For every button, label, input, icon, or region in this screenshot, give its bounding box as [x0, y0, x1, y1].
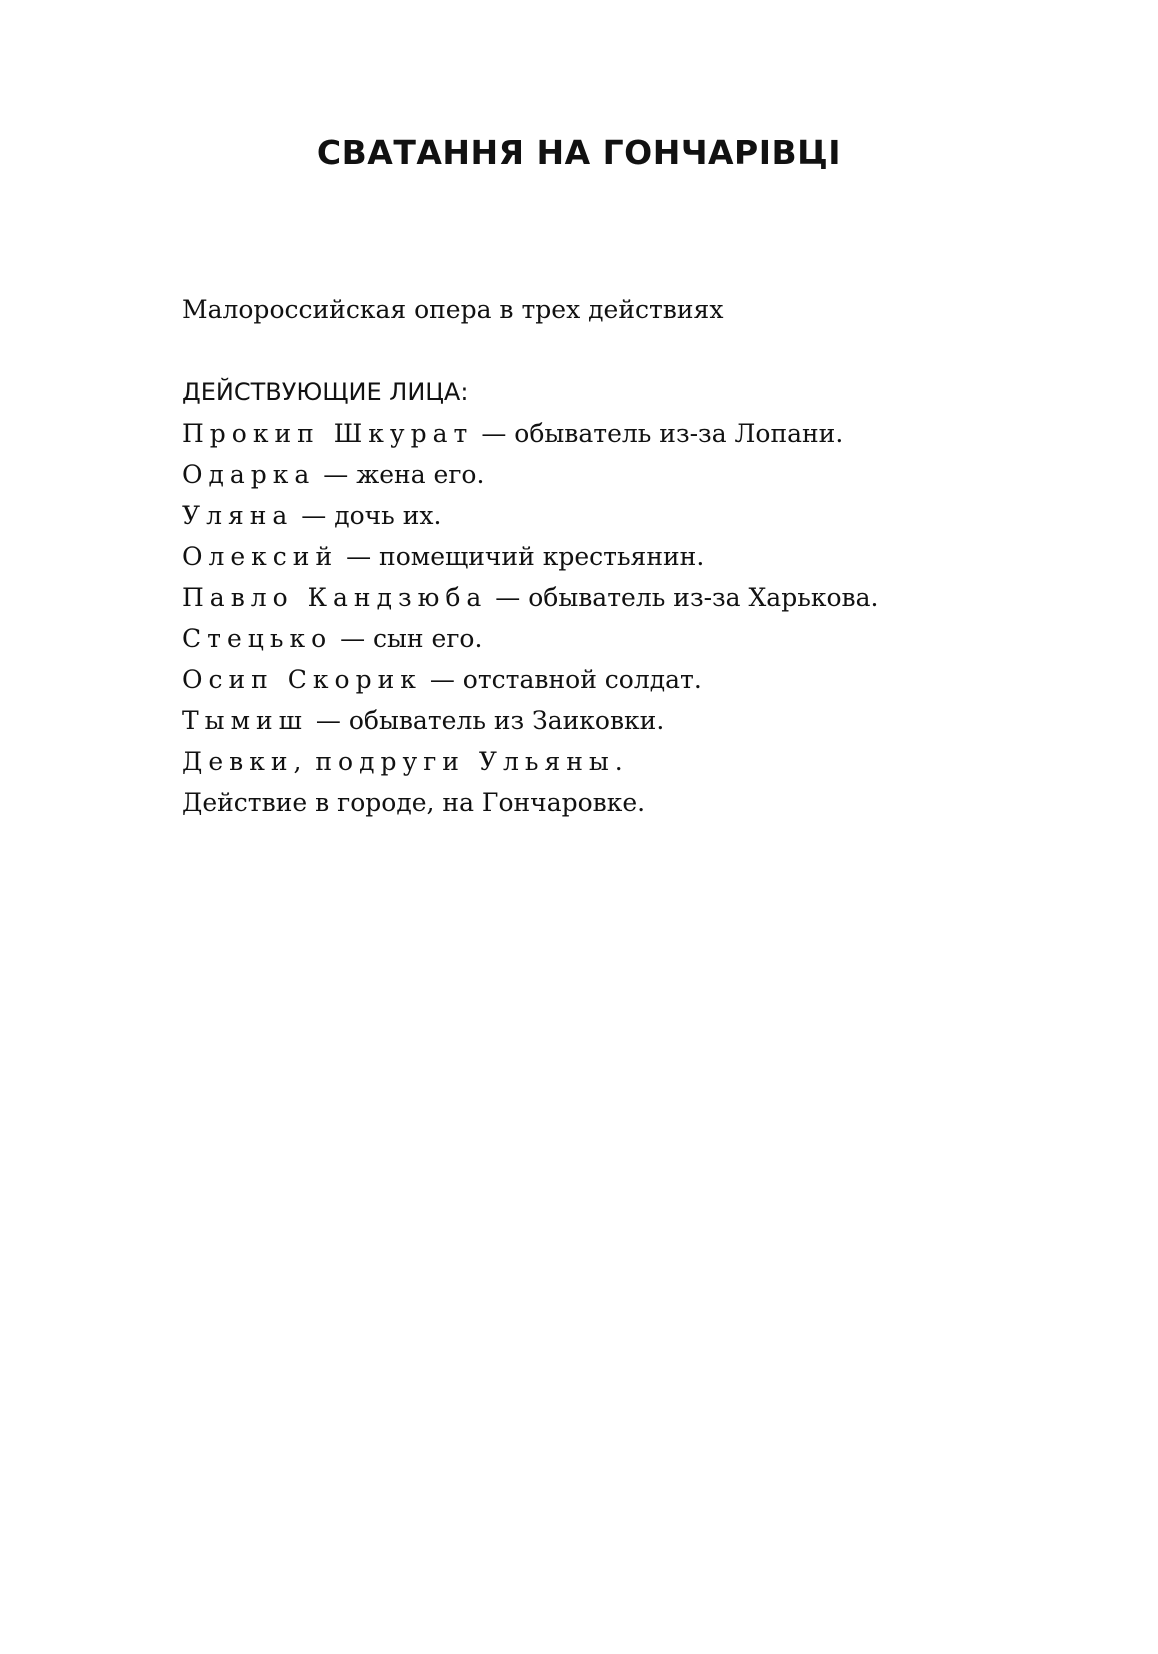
cast-entry-name: Стецько [182, 624, 333, 653]
cast-entry-dash: — [315, 706, 341, 735]
cast-heading: ДЕЙСТВУЮЩИЕ ЛИЦА: [182, 378, 469, 406]
cast-entry [182, 577, 878, 618]
cast-entry [182, 659, 878, 700]
cast-entry-name: Тымиш [182, 706, 308, 735]
cast-entry-name: Павло Кандзюба [182, 583, 488, 612]
document-title: СВАТАННЯ НА ГОНЧАРІВЦІ [316, 133, 842, 172]
cast-entry-description: дочь их. [334, 501, 442, 530]
cast-entry-dash: — [323, 460, 349, 489]
cast-entry-description: помещичий крестьянин. [379, 542, 705, 571]
cast-entry-dash: — [495, 583, 521, 612]
cast-entry-description: жена его. [356, 460, 485, 489]
cast-entry-description: отставной солдат. [462, 665, 702, 694]
girls-label: Девки, [182, 747, 308, 776]
girls-description: подруги Ульяны. [315, 747, 629, 776]
setting-line: Действие в городе, на Гончаровке. [182, 788, 646, 817]
cast-list [182, 372, 878, 823]
cast-entry-description: обыватель из-за Лопани. [514, 419, 844, 448]
cast-entry-dash: — [429, 665, 455, 694]
girls-line [182, 741, 878, 782]
cast-entry-name: Осип Скорик [182, 665, 422, 694]
cast-entry [182, 700, 878, 741]
cast-entry [182, 454, 878, 495]
cast-entry-dash: — [301, 501, 327, 530]
document-subtitle: Малороссийская опера в трех действиях [182, 295, 724, 324]
cast-entry [182, 413, 878, 454]
cast-entry-name: Уляна [182, 501, 294, 530]
cast-entry [182, 618, 878, 659]
cast-entry-name: Прокип Шкурат [182, 419, 474, 448]
cast-entry [182, 495, 878, 536]
cast-entry-name: Олексий [182, 542, 339, 571]
cast-entry-description: сын его. [373, 624, 483, 653]
cast-entry [182, 536, 878, 577]
cast-entry-dash: — [346, 542, 372, 571]
cast-entry-dash: — [340, 624, 366, 653]
cast-entry-description: обыватель из-за Харькова. [528, 583, 879, 612]
cast-entry-name: Одарка [182, 460, 316, 489]
cast-entry-dash: — [481, 419, 507, 448]
cast-entry-description: обыватель из Заиковки. [348, 706, 665, 735]
